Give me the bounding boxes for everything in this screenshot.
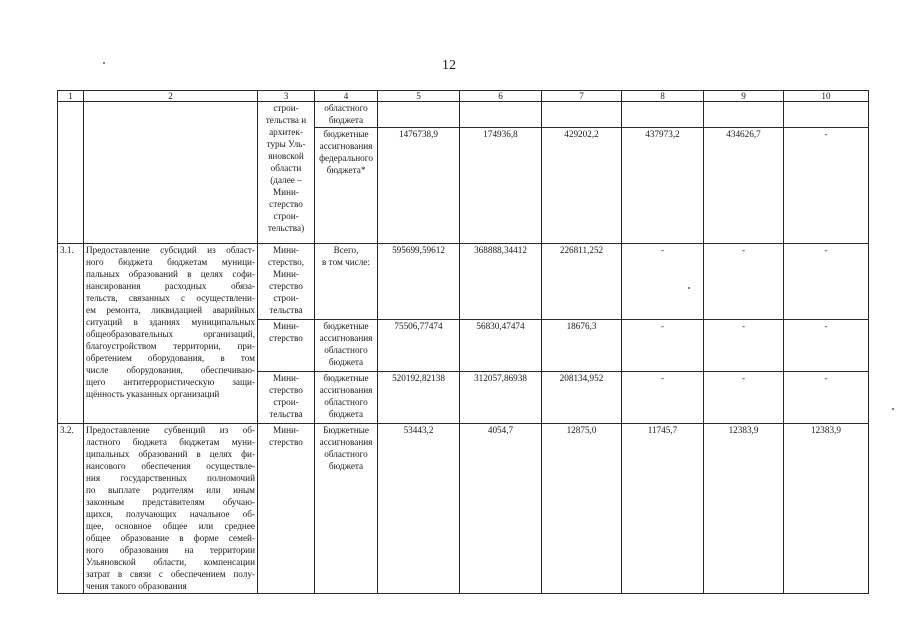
col-header: 10 bbox=[784, 91, 869, 102]
cell-value: - bbox=[784, 128, 869, 244]
col-header: 4 bbox=[315, 91, 378, 102]
cell-value: 4054,7 bbox=[460, 424, 542, 594]
cell-value: 11745,7 bbox=[622, 424, 704, 594]
cell-desc: Предоставление субвенций из об- ластного бюджета бюджетам муни- ципальных образований в целях фи- нансового обеспечения осуществле- ния государственных полномочий по выплате родителям или иным законным представителям обучаю- щихся, получающих начальное об- щее, основное общее или среднее общее образование в форме семей- ного образования на территории Ульяновской области, компенсации затрат в связи с обеспечением полу- чения такого образования bbox=[84, 424, 258, 594]
cell-executor: строи- тельства и архитек- туры Уль- яновской области (далее – Мини- стерство строи- тельства) bbox=[258, 102, 315, 244]
cell-value: 312057,86938 bbox=[460, 372, 542, 424]
cell-value: 226811,252 bbox=[542, 244, 622, 320]
cell-source: бюджетные ассигнования федерального бюджета* bbox=[315, 128, 378, 244]
cell-num: 3.2. bbox=[58, 424, 84, 594]
cell-source: областного бюджета bbox=[315, 102, 378, 128]
cell-value: - bbox=[704, 372, 784, 424]
page-number: 12 bbox=[442, 58, 456, 73]
budget-table bbox=[57, 90, 869, 594]
cell-value: 56830,47474 bbox=[460, 320, 542, 372]
scan-speck bbox=[103, 62, 105, 64]
cell-num: 3.1. bbox=[58, 244, 84, 424]
cell-value: - bbox=[784, 320, 869, 372]
cell-value: 1476738,9 bbox=[378, 128, 460, 244]
cell-value: - bbox=[704, 244, 784, 320]
cell-value: 18676,3 bbox=[542, 320, 622, 372]
cell-value: 12875,0 bbox=[542, 424, 622, 594]
cell-executor: Мини- стерство bbox=[258, 424, 315, 594]
cell-value: 429202,2 bbox=[542, 128, 622, 244]
cell-value: 12383,9 bbox=[704, 424, 784, 594]
cell-value: - bbox=[622, 244, 704, 320]
cell-desc: Предоставление субсидий из област- ного бюджета бюджетам муници- пальных образований в целях софи- нансирования расходных обяза- тельств, связанных с осуществлени- ем ремонта, ликвидацией аварийных ситуаций в зданиях муниципальных общеобразовательных организаций, благоустройством территории, при- обретением оборудования, в том числе оборудования, обеспечиваю- щего антитеррористическую защи- щённость указанных организаций bbox=[84, 244, 258, 424]
cell-num bbox=[58, 102, 84, 244]
cell-value: 75506,77474 bbox=[378, 320, 460, 372]
header-row bbox=[58, 91, 869, 102]
cell-value: - bbox=[704, 320, 784, 372]
cell-value: 434626,7 bbox=[704, 128, 784, 244]
col-header: 3 bbox=[258, 91, 315, 102]
cell-executor: Мини- стерство строи- тельства bbox=[258, 372, 315, 424]
cell-value: 595699,59612 bbox=[378, 244, 460, 320]
col-header: 7 bbox=[542, 91, 622, 102]
table-row bbox=[58, 102, 869, 128]
cell-value: 437973,2 bbox=[622, 128, 704, 244]
cell-value: 12383,9 bbox=[784, 424, 869, 594]
col-header: 6 bbox=[460, 91, 542, 102]
col-header: 1 bbox=[58, 91, 84, 102]
col-header: 2 bbox=[84, 91, 258, 102]
cell-value: 174936,8 bbox=[460, 128, 542, 244]
table-row bbox=[58, 244, 869, 320]
cell-source: Бюджетные ассигнования областного бюджета bbox=[315, 424, 378, 594]
cell-source: бюджетные ассигнования областного бюджета bbox=[315, 320, 378, 372]
cell-value: - bbox=[784, 372, 869, 424]
col-header: 9 bbox=[704, 91, 784, 102]
cell-value: 53443,2 bbox=[378, 424, 460, 594]
cell-value: 520192,82138 bbox=[378, 372, 460, 424]
table-row bbox=[58, 424, 869, 594]
cell-executor: Мини- стерство, Мини- стерство строи- тельства bbox=[258, 244, 315, 320]
cell-value: - bbox=[622, 320, 704, 372]
cell-source: бюджетные ассигнования областного бюджета bbox=[315, 372, 378, 424]
cell-desc bbox=[84, 102, 258, 244]
cell-source: Всего, в том числе: bbox=[315, 244, 378, 320]
col-header: 8 bbox=[622, 91, 704, 102]
cell-value: 368888,34412 bbox=[460, 244, 542, 320]
cell-executor: Мини- стерство bbox=[258, 320, 315, 372]
col-header: 5 bbox=[378, 91, 460, 102]
cell-value: 208134,952 bbox=[542, 372, 622, 424]
cell-value: - bbox=[784, 244, 869, 320]
scan-speck bbox=[892, 408, 894, 410]
cell-value: - bbox=[622, 372, 704, 424]
